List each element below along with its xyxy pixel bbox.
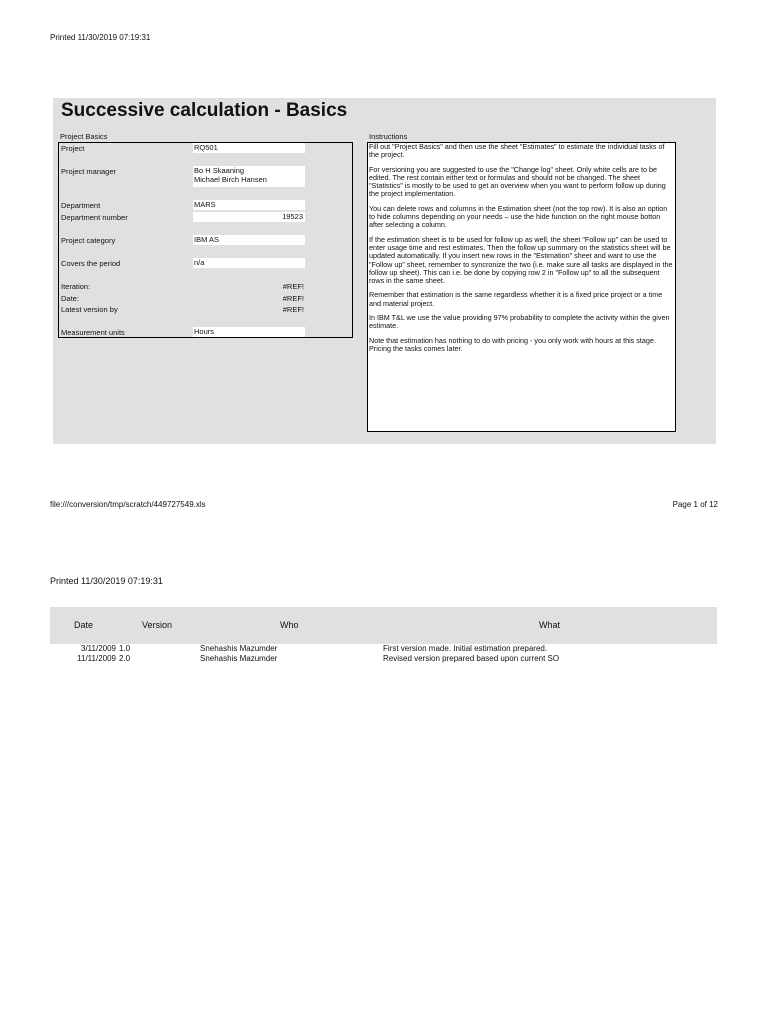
covers-period-cell[interactable]: n/a — [193, 258, 305, 268]
column-header-who: Who — [280, 620, 299, 630]
label-project-manager: Project manager — [61, 167, 117, 176]
row-version: 1.0 — [119, 644, 131, 653]
label-project: Project — [61, 144, 85, 153]
project-manager-cell[interactable] — [193, 166, 305, 187]
printed-timestamp-page2: Printed 11/30/2019 07:19:31 — [50, 576, 163, 586]
instruction-paragraph: If the estimation sheet is to be used for follow up as well, the sheet "Follow up" can be used to enter usage time and rest estimates. Then the follow up summary on the statistics sheet will be updated automatically. If you insert new rows in the "Estimation" sheet and want to use the "Follow up" sheet, remember to syncronize the two (i.e. make sure all tasks are displayed in the follow up sheet). This can i.e. be done by copying row 2 in "Follow up" to all the subsequent rows in the same sheet. — [369, 234, 673, 286]
row-who: Snehashis Mazumder — [200, 644, 278, 653]
label-measurement-units: Measurement units — [61, 328, 125, 337]
row-what: Revised version prepared based upon current SO — [383, 654, 560, 663]
column-header-version: Version — [142, 620, 173, 630]
date-value: #REF! — [282, 294, 304, 303]
department-number-cell[interactable]: 19523 — [193, 212, 305, 222]
section-project-basics: Project Basics — [60, 132, 108, 141]
instructions-text — [369, 143, 674, 359]
label-project-category: Project category — [61, 236, 116, 245]
instruction-paragraph: In IBM T&L we use the value providing 97% probability to complete the activity within the given estimate. — [369, 313, 670, 331]
row-who: Snehashis Mazumder — [200, 654, 278, 663]
instruction-paragraph: Note that estimation has nothing to do with pricing - you only work with hours at this stage. Pricing the tasks comes later. — [369, 335, 656, 353]
footer-file-path: file:///conversion/tmp/scratch/449727549.xls — [50, 500, 206, 509]
latest-version-by-value: #REF! — [282, 305, 304, 314]
row-date: 11/11/2009 — [77, 654, 116, 663]
column-header-what: What — [539, 620, 561, 630]
instruction-paragraph: Fill out "Project Basics" and then use the sheet "Estimates" to estimate the individual tasks of the project. — [369, 142, 665, 160]
label-department-number: Department number — [61, 213, 128, 222]
label-department: Department — [61, 201, 101, 210]
footer-page-number: Page 1 of 12 — [672, 500, 718, 509]
label-covers-period: Covers the period — [61, 259, 121, 268]
row-what: First version made. Initial estimation prepared. — [383, 644, 548, 653]
iteration-value: #REF! — [282, 282, 304, 291]
department-value-cell[interactable]: MARS — [193, 200, 305, 210]
project-category-cell[interactable]: IBM AS — [193, 235, 305, 245]
row-date: 3/11/2009 — [81, 644, 116, 653]
project-manager-line-2: Michael Birch Hansen — [194, 175, 267, 184]
instruction-paragraph: You can delete rows and columns in the Estimation sheet (not the top row). It is also an option to hide columns depending on your needs – use the hide function on the right mouse botton after selecting a column. — [369, 203, 668, 230]
row-version: 2.0 — [119, 654, 131, 663]
label-latest-version-by: Latest version by — [61, 305, 118, 314]
label-iteration: Iteration: — [61, 282, 91, 291]
printed-timestamp: Printed 11/30/2019 07:19:31 — [50, 33, 151, 42]
section-instructions: Instructions — [369, 132, 408, 141]
column-header-date: Date — [74, 620, 94, 630]
measurement-units-cell[interactable]: Hours — [193, 327, 305, 337]
label-date: Date: — [61, 294, 79, 303]
project-manager-line-1: Bo H Skaaning — [194, 166, 245, 175]
project-value-cell[interactable]: RQ501 — [193, 143, 305, 153]
page-title: Successive calculation - Basics — [61, 100, 348, 121]
instruction-paragraph: For versioning you are suggested to use the "Change log" sheet. Only white cells are to be edited. The rest contain either text or formulas and should not be changed. The sheet "Statistics" is mostly to be used to get an overview when you want to perform follow up during the project implementation. — [369, 164, 666, 199]
instruction-paragraph: Remember that estimation is the same regardless whether it is a fixed price project or a time and material project. — [369, 290, 663, 308]
